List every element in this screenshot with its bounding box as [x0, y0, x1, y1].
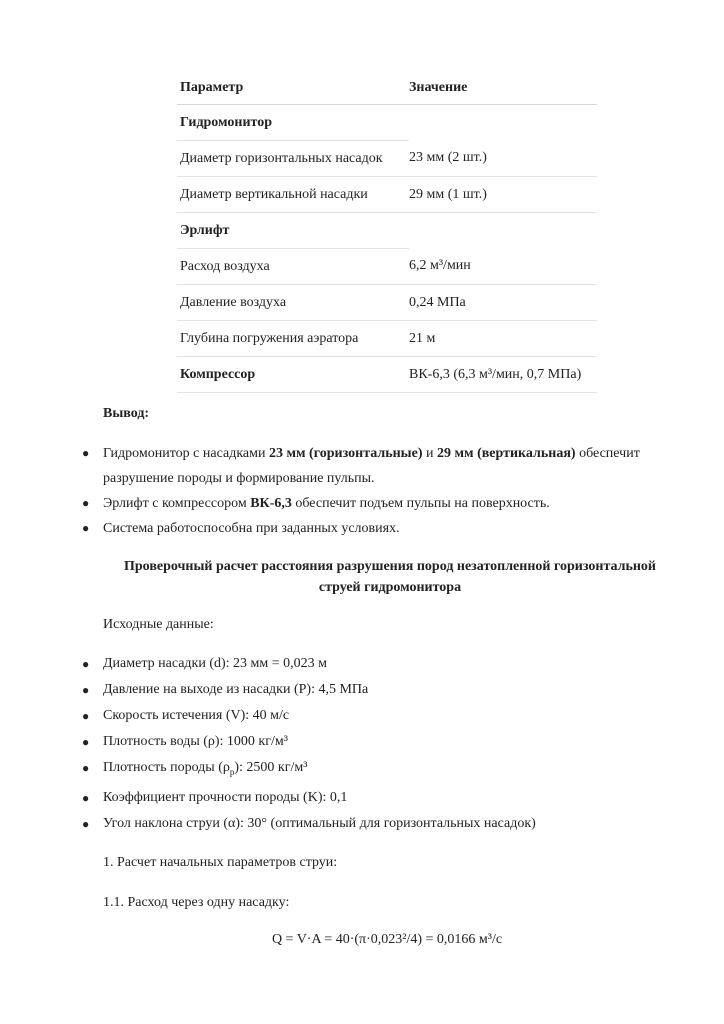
step-1-1-heading: 1.1. Расход через одну насадку:: [103, 895, 290, 910]
table-row: [177, 141, 597, 177]
inputs-list: [82, 651, 672, 837]
bullet-icon: ●: [82, 761, 90, 775]
table-cell-value: [409, 213, 597, 249]
table-cell-value: 23 мм (2 шт.): [409, 141, 597, 177]
table-cell-param: Глубина погружения аэратора: [177, 321, 409, 357]
table-cell-value: 29 мм (1 шт.): [409, 177, 597, 213]
bullet-icon: ●: [82, 709, 90, 723]
table-cell-value: [409, 105, 597, 141]
table-cell-value: 6,2 м³/мин: [409, 249, 597, 285]
table-header-row: [177, 71, 597, 105]
table-row: [177, 249, 597, 285]
table-row-section: [177, 213, 597, 249]
conclusion-heading: Вывод:: [103, 406, 150, 421]
initial-data-label: Исходные данные:: [103, 617, 214, 632]
table-row: [177, 321, 597, 357]
bullet-icon: ●: [82, 521, 90, 535]
section-title: Проверочный расчет расстояния разрушения пород незатопленной горизонтальной струей гидромонитора: [124, 559, 656, 595]
list-item: ● Диаметр насадки (d): 23 мм = 0,023 м: [82, 651, 672, 677]
flow-rate-formula: Q = V·A = 40·(π·0,023²/4) = 0,0166 м³/с: [271, 932, 503, 947]
list-item: ● Плотность воды (ρ): 1000 кг/м³: [82, 729, 672, 755]
table-cell-value: ВК-6,3 (6,3 м³/мин, 0,7 МПа): [409, 357, 597, 393]
table-cell-value: 0,24 МПа: [409, 285, 597, 321]
table-cell-param: Расход воздуха: [177, 249, 409, 285]
list-item: ● Коэффициент прочности породы (K): 0,1: [82, 785, 672, 811]
bullet-icon: ●: [82, 683, 90, 697]
table-cell-param: Диаметр горизонтальных насадок: [177, 141, 409, 177]
table-row-section: [177, 105, 597, 141]
list-item: ● Плотность породы $(\rho_р)$: 2500 кг/м³: [82, 755, 672, 785]
header-value: Значение: [409, 71, 597, 105]
list-item: ● Давление на выходе из насадки (P): 4,5 МПа: [82, 677, 672, 703]
table-cell-param: Эрлифт: [177, 213, 409, 249]
table-cell-param: Гидромонитор: [177, 105, 409, 141]
conclusion-list: [82, 441, 672, 541]
bullet-icon: ●: [82, 790, 90, 805]
list-item: ● Угол наклона струи (α): 30° (оптимальный для горизонтальных насадок): [82, 811, 672, 837]
bullet-icon: ●: [82, 735, 90, 749]
list-item: ● Скорость истечения (V): 40 м/с: [82, 703, 672, 729]
bullet-icon: ●: [82, 816, 90, 831]
list-item: ● Эрлифт с компрессором ВК-6,3 обеспечит подъем пульпы на поверхность.: [82, 491, 672, 516]
step-1-heading: 1. Расчет начальных параметров струи:: [103, 855, 338, 870]
table-row: [177, 357, 597, 393]
header-parameter: Параметр: [177, 71, 409, 105]
list-item: ● Система работоспособна при заданных условиях.: [82, 516, 672, 541]
bullet-icon: ●: [82, 446, 90, 460]
bullet-icon: ●: [82, 657, 90, 671]
bullet-icon: ●: [82, 496, 90, 510]
table-row: [177, 177, 597, 213]
table-cell-param: Диаметр вертикальной насадки: [177, 177, 409, 213]
table-cell-value: 21 м: [409, 321, 597, 357]
parameters-table: [177, 71, 597, 393]
list-item: ● Гидромонитор с насадками 23 мм (горизонтальные) и 29 мм (вертикальная) обеспечит разрушение породы и формирование пульпы.: [82, 441, 672, 491]
table-cell-param: Компрессор: [177, 357, 409, 393]
table-row: [177, 285, 597, 321]
table-cell-param: Давление воздуха: [177, 285, 409, 321]
